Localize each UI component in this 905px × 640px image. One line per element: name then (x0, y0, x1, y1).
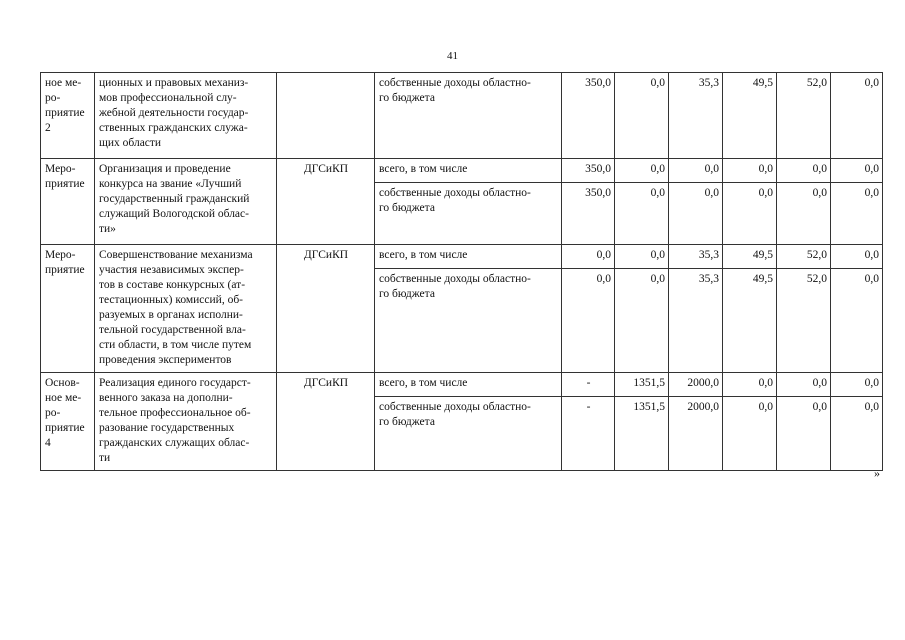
amount-cell (831, 397, 883, 471)
budget-table (40, 72, 883, 471)
executor-cell (277, 159, 375, 245)
cell-text-line: 0,0 (704, 163, 719, 175)
table-row (41, 245, 883, 269)
cell-text-line: приятие (45, 264, 85, 276)
cell-text-line: ное ме- (45, 392, 82, 404)
amount-cell (615, 159, 669, 183)
amount-cell (777, 269, 831, 373)
cell-text-line: ционных и правовых механиз- (99, 77, 249, 89)
page-number: 41 (447, 50, 458, 62)
cell-text-line: 35,3 (698, 273, 719, 285)
cell-text-line: 0,0 (758, 187, 773, 199)
cell-text-line: 52,0 (806, 249, 827, 261)
amount-cell (562, 159, 615, 183)
activity-name-cell (95, 373, 277, 471)
funding-source-cell (375, 397, 562, 471)
amount-cell (669, 373, 723, 397)
cell-text-line: 0,0 (812, 187, 827, 199)
cell-text-line: 0,0 (704, 187, 719, 199)
cell-text-line: государственный гражданский (99, 193, 250, 205)
amount-cell (562, 397, 615, 471)
cell-text-line: 0,0 (812, 377, 827, 389)
cell-text-line: 35,3 (698, 249, 719, 261)
cell-text-line: щих области (99, 137, 162, 149)
cell-text-line: 49,5 (752, 249, 773, 261)
amount-cell (777, 245, 831, 269)
amount-cell (669, 159, 723, 183)
amount-cell (615, 397, 669, 471)
cell-text-line: разуемых в органах исполни- (99, 309, 243, 321)
cell-text-line: ное ме- (45, 77, 82, 89)
activity-type-cell (41, 159, 95, 245)
activity-type-cell (41, 73, 95, 159)
cell-text-line: 0,0 (650, 163, 665, 175)
cell-text-line: ро- (45, 407, 61, 419)
amount-cell (562, 269, 615, 373)
funding-source-cell (375, 245, 562, 269)
amount-cell (831, 159, 883, 183)
amount-cell (831, 373, 883, 397)
cell-text-line: 0,0 (812, 401, 827, 413)
amount-cell (831, 73, 883, 159)
cell-text-line: 52,0 (806, 273, 827, 285)
cell-text-line: всего, в том числе (379, 249, 468, 261)
cell-text-line: приятие (45, 107, 85, 119)
cell-text-line: ро- (45, 92, 61, 104)
cell-text-line: Организация и проведение (99, 163, 231, 175)
cell-text-line: ДГСиКП (303, 163, 349, 175)
cell-text-line: Основ- (45, 377, 80, 389)
cell-text-line: конкурса на звание «Лучший (99, 178, 242, 190)
cell-text-line: 0,0 (650, 77, 665, 89)
amount-cell (615, 373, 669, 397)
cell-text-line: разование государственных (99, 422, 235, 434)
cell-text-line: 0,0 (812, 163, 827, 175)
funding-source-cell (375, 73, 562, 159)
cell-text-line: го бюджета (379, 288, 435, 300)
cell-text-line: жебной деятельности государ- (99, 107, 249, 119)
cell-text-line: - (586, 377, 591, 389)
cell-text-line: собственные доходы областно- (379, 273, 531, 285)
cell-text-line: тельное профессиональное об- (99, 407, 251, 419)
cell-text-line: всего, в том числе (379, 377, 468, 389)
cell-text-line: мов профессиональной слу- (99, 92, 237, 104)
activity-name-cell (95, 159, 277, 245)
activity-type-cell (41, 373, 95, 471)
activity-name-cell (95, 245, 277, 373)
table-body (41, 73, 883, 471)
amount-cell (831, 245, 883, 269)
executor-cell (277, 245, 375, 373)
cell-text-line: 1351,5 (633, 377, 665, 389)
cell-text-line: собственные доходы областно- (379, 401, 531, 413)
amount-cell (723, 73, 777, 159)
activity-name-cell (95, 73, 277, 159)
cell-text-line: 0,0 (864, 401, 879, 413)
cell-text-line: ти (99, 452, 111, 464)
cell-text-line: служащий Вологодской облас- (99, 208, 249, 220)
cell-text-line: проведения экспериментов (99, 354, 232, 366)
cell-text-line: ственных гражданских служа- (99, 122, 248, 134)
cell-text-line: гражданских служащих облас- (99, 437, 250, 449)
cell-text-line: тестационных) комиссий, об- (99, 294, 244, 306)
cell-text-line: венного заказа на дополни- (99, 392, 233, 404)
amount-cell (777, 373, 831, 397)
cell-text-line: 49,5 (752, 77, 773, 89)
cell-text-line: всего, в том числе (379, 163, 468, 175)
amount-cell (777, 397, 831, 471)
cell-text-line: собственные доходы областно- (379, 77, 531, 89)
funding-source-cell (375, 269, 562, 373)
amount-cell (777, 183, 831, 245)
cell-text-line: 0,0 (864, 377, 879, 389)
cell-text-line: 0,0 (758, 163, 773, 175)
amount-cell (723, 397, 777, 471)
closing-quote-mark: » (874, 466, 880, 480)
cell-text-line: 0,0 (596, 273, 611, 285)
cell-text-line: 2000,0 (687, 401, 719, 413)
cell-text-line: 49,5 (752, 273, 773, 285)
cell-text-line: Меро- (45, 249, 76, 261)
amount-cell (723, 373, 777, 397)
cell-text-line: тельной государственной вла- (99, 324, 246, 336)
cell-text-line: го бюджета (379, 92, 435, 104)
cell-text-line: 4 (45, 437, 51, 449)
cell-text-line: го бюджета (379, 416, 435, 428)
activity-type-cell (41, 245, 95, 373)
funding-source-cell (375, 373, 562, 397)
cell-text-line: - (586, 401, 591, 413)
cell-text-line: 0,0 (864, 77, 879, 89)
amount-cell (615, 245, 669, 269)
amount-cell (669, 73, 723, 159)
cell-text-line: 0,0 (650, 273, 665, 285)
amount-cell (723, 245, 777, 269)
cell-text-line: Меро- (45, 163, 76, 175)
table-row (41, 159, 883, 183)
amount-cell (615, 73, 669, 159)
cell-text-line: сти области, в том числе путем (99, 339, 252, 351)
cell-text-line: 0,0 (650, 187, 665, 199)
cell-text-line: го бюджета (379, 202, 435, 214)
cell-text-line: 0,0 (650, 249, 665, 261)
cell-text-line: 350,0 (585, 187, 611, 199)
cell-text-line: приятие (45, 178, 85, 190)
amount-cell (777, 159, 831, 183)
cell-text-line: ти» (99, 223, 116, 235)
cell-text-line: 0,0 (864, 163, 879, 175)
amount-cell (562, 183, 615, 245)
amount-cell (669, 269, 723, 373)
executor-cell (277, 73, 375, 159)
amount-cell (562, 373, 615, 397)
amount-cell (831, 183, 883, 245)
cell-text-line: 52,0 (806, 77, 827, 89)
amount-cell (615, 269, 669, 373)
amount-cell (831, 269, 883, 373)
cell-text-line: 2000,0 (687, 377, 719, 389)
cell-text-line: 0,0 (758, 401, 773, 413)
amount-cell (669, 397, 723, 471)
cell-text-line: собственные доходы областно- (379, 187, 531, 199)
cell-text-line: 0,0 (864, 273, 879, 285)
cell-text-line: 2 (45, 122, 51, 134)
table-row (41, 373, 883, 397)
cell-text-line: 1351,5 (633, 401, 665, 413)
cell-text-line: ДГСиКП (303, 249, 349, 261)
cell-text-line: тов в составе конкурсных (ат- (99, 279, 246, 291)
cell-text-line: ДГСиКП (303, 377, 349, 389)
funding-source-cell (375, 159, 562, 183)
amount-cell (723, 159, 777, 183)
cell-text-line: Совершенствование механизма (99, 249, 253, 261)
cell-text-line: 0,0 (864, 187, 879, 199)
amount-cell (562, 245, 615, 269)
cell-text-line: 350,0 (585, 77, 611, 89)
cell-text-line: 0,0 (758, 377, 773, 389)
cell-text-line: Реализация единого государст- (99, 377, 251, 389)
executor-cell (277, 373, 375, 471)
cell-text-line: 0,0 (864, 249, 879, 261)
cell-text-line: 35,3 (698, 77, 719, 89)
amount-cell (723, 269, 777, 373)
amount-cell (562, 73, 615, 159)
cell-text-line: участия независимых экспер- (99, 264, 244, 276)
cell-text-line: 350,0 (585, 163, 611, 175)
amount-cell (723, 183, 777, 245)
amount-cell (615, 183, 669, 245)
cell-text-line: 0,0 (596, 249, 611, 261)
amount-cell (777, 73, 831, 159)
amount-cell (669, 245, 723, 269)
amount-cell (669, 183, 723, 245)
table-row (41, 73, 883, 159)
funding-source-cell (375, 183, 562, 245)
cell-text-line: приятие (45, 422, 85, 434)
